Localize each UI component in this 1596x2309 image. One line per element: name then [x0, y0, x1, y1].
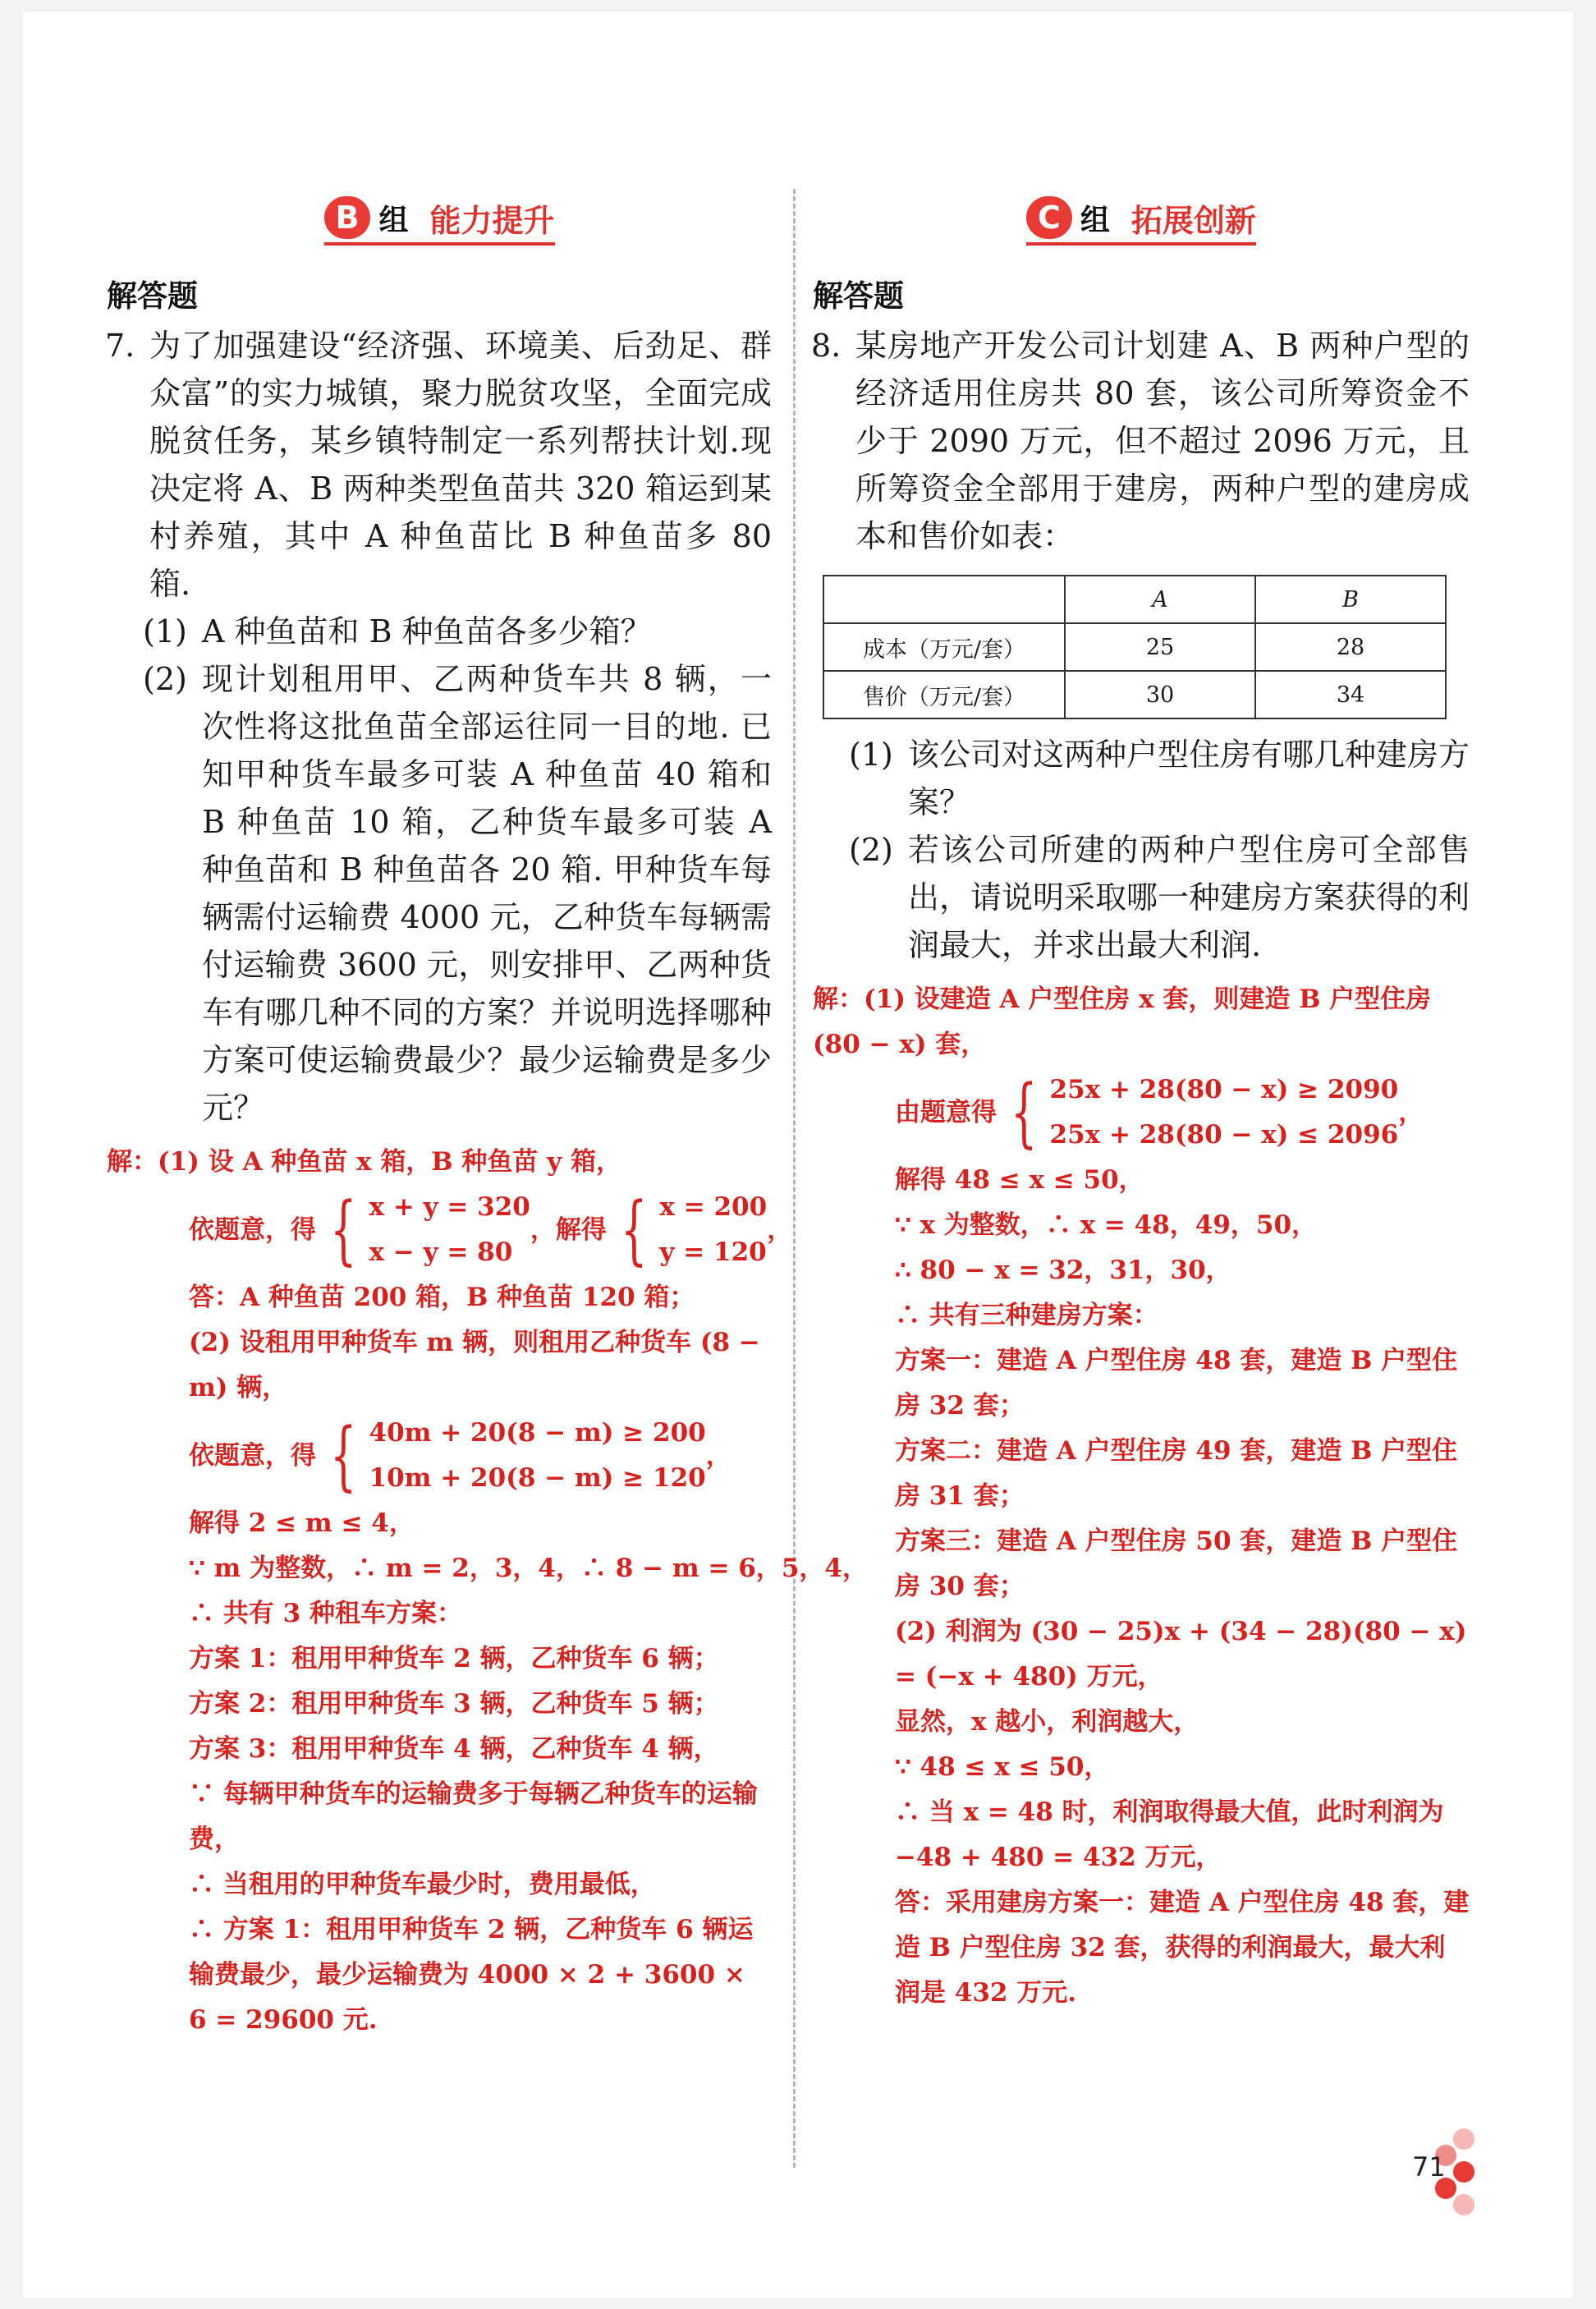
table-cell: 28: [1255, 623, 1446, 671]
equation: y = 120: [659, 1237, 767, 1267]
solution-text: 依题意，得: [189, 1214, 316, 1245]
group-b-title: 能力提升: [429, 202, 555, 239]
brace-icon: {: [1011, 1068, 1038, 1156]
solution-line: ∴ 方案 1：租用甲种货车 2 辆，乙种货车 6 辆运输费最少，最少运输费为 4000 × 2 + 3600 × 6 = 29600 元.: [189, 1915, 754, 2035]
equation-system: [107, 1185, 793, 1275]
solution-line: ∴ 共有三种建房方案：: [895, 1301, 1158, 1330]
brace-icon: {: [330, 1412, 357, 1499]
right-column: [813, 191, 1470, 2016]
subquestion-text: A 种鱼苗和 B 种鱼苗各多少箱？: [202, 613, 652, 650]
group-b-suffix: 组: [378, 203, 409, 237]
table-header-a: A: [1065, 576, 1255, 623]
question-number: 7.: [105, 328, 135, 364]
question-7: [107, 322, 772, 608]
table-cell: 34: [1255, 671, 1446, 718]
left-column: [105, 191, 868, 2043]
solution-line: 解：(1) 设建造 A 户型住房 x 套，则建造 B 户型住房 (80 − x) 套，: [813, 985, 1432, 1059]
solution-text: ，: [767, 1214, 793, 1245]
table-row: [823, 623, 1446, 671]
subquestion-text: 若该公司所建的两种户型住房可全部售出，请说明采取哪一种建房方案获得的利润最大，并求出最大利润.: [908, 832, 1470, 963]
page-number: 71: [1412, 2151, 1446, 2183]
table-row-label: 售价（万元/套）: [823, 671, 1065, 718]
solution-line: 方案三：建造 A 户型住房 50 套，建造 B 户型住房 30 套；: [895, 1526, 1458, 1601]
question-text: 某房地产开发公司计划建 A、B 两种户型的经济适用住房共 80 套，该公司所筹资金不少于 2090 万元，但不超过 2096 万元，且所筹资金全部用于建房，两种户型的建房成本和售价如表：: [855, 328, 1470, 554]
brace-icon: {: [330, 1186, 357, 1274]
solution-text: ，: [1398, 1097, 1424, 1127]
table-header-row: [823, 576, 1446, 623]
solution-line: ∵ x 为整数，∴ x = 48，49，50，: [895, 1210, 1318, 1240]
solution-8: [813, 977, 1470, 2016]
dot-icon: [1453, 2128, 1474, 2150]
solution-line: ∵ 48 ≤ x ≤ 50，: [895, 1752, 1110, 1782]
solution-line: (2) 利润为 (30 − 25)x + (34 − 28)(80 − x) = (−x + 480) 万元，: [895, 1617, 1467, 1692]
question-8: [813, 322, 1470, 560]
solution-line: ∵ 每辆甲种货车的运输费多于每辆乙种货车的运输费，: [189, 1779, 758, 1854]
table-row: [823, 671, 1446, 718]
group-c-suffix: 组: [1080, 203, 1110, 237]
subquestion-number: (2): [143, 661, 187, 697]
solution-line: (2) 设租用甲种货车 m 辆，则租用乙种货车 (8 − m) 辆，: [189, 1328, 760, 1402]
subquestion-2: [849, 826, 1470, 969]
subquestion-number: (1): [849, 737, 893, 773]
group-b-header: [107, 191, 772, 250]
solution-line: ∴ 80 − x = 32，31，30，: [895, 1255, 1231, 1285]
solution-line: 解得 2 ≤ m ≤ 4，: [189, 1508, 415, 1538]
subquestion-text: 现计划租用甲、乙两种货车共 8 辆，一次性将这批鱼苗全部运往同一目的地. 已知甲种货车最多可装 A 种鱼苗 40 箱和 B 种鱼苗 10 箱，乙种货车最多可装 A 种鱼苗和 B 种鱼苗各 20 箱. 甲种货车每辆需付运输费 4000 元，乙种货车每辆需付运输费 3600 元，则安排甲、乙两种货车有哪几种不同的方案？并说明选择哪种方案可使运输费最少？最少运输费是多少元？: [202, 661, 772, 1126]
solution-line: 方案 1：租用甲种货车 2 辆，乙种货车 6 辆；: [189, 1644, 719, 1673]
inequality: 40m + 20(8 − m) ≥ 200: [369, 1418, 706, 1448]
solution-line: 答：A 种鱼苗 200 箱，B 种鱼苗 120 箱；: [189, 1283, 695, 1312]
solution-text: 依题意，得: [189, 1440, 316, 1471]
inequality: 25x + 28(80 − x) ≥ 2090: [1049, 1075, 1399, 1104]
group-b-badge: B: [324, 196, 371, 239]
table-cell: 25: [1065, 623, 1255, 671]
inequality-system: [813, 1067, 1470, 1158]
table-header-b: B: [1255, 576, 1446, 623]
solution-line: ∴ 当 x = 48 时，利润取得最大值，此时利润为 −48 + 480 = 432 万元，: [895, 1797, 1444, 1872]
solution-line: ∵ m 为整数，∴ m = 2，3，4，∴ 8 − m = 6，5，4，: [189, 1554, 868, 1583]
subquestion-1: [849, 731, 1470, 826]
subquestion-number: (1): [143, 613, 187, 650]
dot-icon: [1453, 2194, 1474, 2215]
solution-7: [107, 1140, 868, 2043]
solution-line: 解：(1) 设 A 种鱼苗 x 箱，B 种鱼苗 y 箱，: [107, 1147, 621, 1177]
inequality: 10m + 20(8 − m) ≥ 120: [369, 1463, 706, 1493]
section-label: 解答题: [813, 278, 904, 314]
solution-line: 方案一：建造 A 户型住房 48 套，建造 B 户型住房 32 套；: [895, 1346, 1458, 1421]
solution-line: 方案二：建造 A 户型住房 49 套，建造 B 户型住房 31 套；: [895, 1436, 1458, 1511]
group-c-title: 拓展创新: [1130, 202, 1256, 239]
table-corner-cell: [823, 576, 1065, 623]
cost-price-table: [823, 575, 1447, 719]
inequality-system: [107, 1411, 772, 1501]
dot-icon: [1453, 2161, 1474, 2183]
table-row-label: 成本（万元/套）: [823, 623, 1065, 671]
subquestion-text: 该公司对这两种户型住房有哪几种建房方案？: [908, 737, 1470, 820]
question-number: 8.: [811, 328, 842, 364]
solution-line: 方案 2：租用甲种货车 3 辆，乙种货车 5 辆；: [189, 1689, 719, 1719]
brace-icon: {: [621, 1186, 648, 1274]
group-c-header: [813, 191, 1470, 250]
solution-line: ∴ 当租用的甲种货车最少时，费用最低，: [189, 1870, 656, 1899]
solution-line: 解得 48 ≤ x ≤ 50，: [895, 1165, 1144, 1195]
subquestion-1: [143, 608, 772, 655]
table-cell: 30: [1065, 671, 1255, 718]
question-text: 为了加强建设“经济强、环境美、后劲足、群众富”的实力城镇，聚力脱贫攻坚，全面完成脱贫任务，某乡镇特制定一系列帮扶计划.现决定将 A、B 两种类型鱼苗共 320 箱运到某村养殖，其中 A 种鱼苗比 B 种鱼苗多 80 箱.: [149, 328, 772, 602]
group-c-badge: C: [1026, 196, 1072, 239]
subquestion-2: [143, 655, 772, 1132]
equation: x = 200: [659, 1192, 768, 1222]
solution-line: 方案 3：租用甲种货车 4 辆，乙种货车 4 辆，: [189, 1734, 719, 1764]
equation: x + y = 320: [369, 1192, 530, 1222]
column-divider: [793, 189, 796, 2168]
solution-text: ，: [705, 1440, 732, 1471]
solution-text: ，解得: [530, 1214, 607, 1245]
equation: x − y = 80: [369, 1237, 513, 1267]
subquestion-number: (2): [849, 832, 893, 868]
section-label: 解答题: [107, 278, 198, 314]
solution-text: 由题意得: [895, 1097, 997, 1127]
solution-line: 显然，x 越小，利润越大，: [895, 1707, 1199, 1737]
solution-line: ∴ 共有 3 种租车方案：: [189, 1599, 462, 1628]
solution-line: 答：采用建房方案一：建造 A 户型住房 48 套，建造 B 户型住房 32 套，获得的利润最大，最大利润是 432 万元.: [895, 1888, 1470, 2008]
inequality: 25x + 28(80 − x) ≤ 2096: [1049, 1120, 1399, 1150]
